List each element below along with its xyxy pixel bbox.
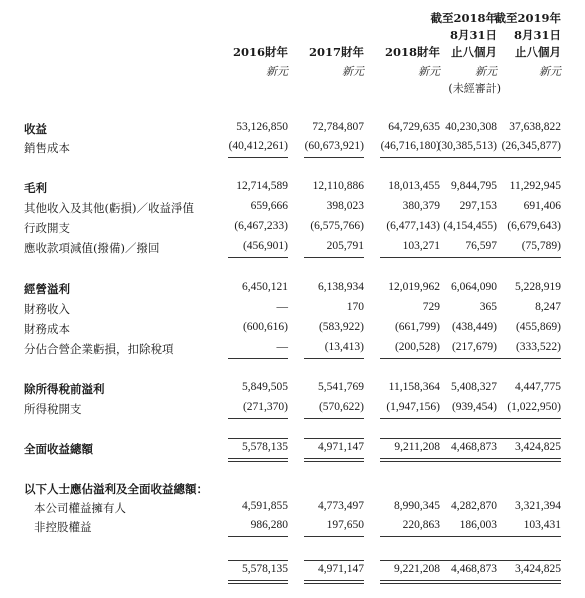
table-row [0,481,585,497]
column-header-line: 2017財年 [308,45,364,59]
value-cell: 18,013,455 [388,180,440,192]
value-cell: 5,578,135 [242,441,288,453]
value-cell: 729 [422,301,440,313]
column-header-line: 截至2018年 [430,11,497,25]
value-cell: 986,280 [250,519,288,531]
row-label: 全面收益總額 [24,442,93,456]
value-cell: 5,578,135 [242,563,288,575]
value-cell: (46,716,180) [380,140,440,152]
column-header-line: 2018財年 [384,45,440,59]
value-cell: (60,673,921) [304,140,364,152]
value-cell: (583,922) [318,321,364,333]
value-cell: 12,019,962 [388,281,440,293]
value-cell: 103,431 [523,519,561,531]
table-row [0,563,585,579]
value-cell: 3,321,394 [515,500,561,512]
row-label: 所得稅開支 [24,402,82,416]
value-cell: 220,863 [402,519,440,531]
row-label: 經營溢利 [24,282,70,296]
table-row [0,121,585,137]
column-rule-double [304,461,364,462]
column-rule-double [485,583,561,584]
value-cell: 398,023 [326,200,364,212]
column-header-line: 止八個月 [515,45,561,59]
value-cell: 4,468,873 [451,441,497,453]
value-cell: (570,622) [318,401,364,413]
row-label: 財務收入 [24,302,70,316]
column-rule-top [304,560,364,561]
value-cell: 53,126,850 [236,121,288,133]
value-cell: (333,522) [515,341,561,353]
value-cell: 4,447,775 [515,381,561,393]
value-cell: 4,773,497 [318,500,364,512]
value-cell: (200,528) [394,341,440,353]
value-cell: 9,211,208 [394,441,440,453]
row-label: 銷售成本 [24,141,70,155]
row-label: 行政開支 [24,221,70,235]
unaudited-note: (未經審計) [448,82,501,95]
row-label: 收益 [24,122,47,136]
table-row [0,341,585,357]
value-cell: 205,791 [326,240,364,252]
value-cell: 186,003 [459,519,497,531]
column-rule [304,580,364,581]
value-cell: 6,138,934 [318,281,364,293]
value-cell: (455,869) [515,321,561,333]
value-cell: (939,454) [451,401,497,413]
column-rule [228,458,288,459]
value-cell: (26,345,877) [501,140,561,152]
value-cell: (40,412,261) [228,140,288,152]
value-cell: 9,221,208 [394,563,440,575]
table-row [0,500,585,516]
row-label: 毛利 [24,181,47,195]
table-row [0,401,585,417]
column-rule [304,257,364,258]
column-header-line: 8月31日 [449,28,497,42]
value-cell: (600,616) [242,321,288,333]
value-cell: 40,230,308 [445,121,497,133]
value-cell: (217,679) [451,341,497,353]
row-label: 其他收入及其他(虧損)／收益淨值 [24,201,194,215]
value-cell: (6,467,233) [234,220,288,232]
column-header-line: 截至2019年 [494,11,561,25]
row-label: 分佔合營企業虧損，扣除稅項 [24,342,174,356]
value-cell: (456,901) [242,240,288,252]
column-rule [485,458,561,459]
table-row [0,200,585,216]
column-rule-top [485,560,561,561]
value-cell: (30,385,513) [437,140,497,152]
value-cell: 380,379 [402,200,440,212]
value-cell: (1,947,156) [386,401,440,413]
column-rule [304,458,364,459]
column-rule [485,358,561,359]
row-label: 以下人士應佔溢利及全面收益總額： [24,482,208,496]
table-row [0,441,585,457]
value-cell: (13,413) [324,341,364,353]
row-label: 財務成本 [24,322,70,336]
value-cell: 4,468,873 [451,563,497,575]
column-rule-top [485,438,561,439]
column-rule [485,536,561,537]
column-rule [485,157,561,158]
value-cell: 5,849,505 [242,381,288,393]
currency-unit-label: 新元 [342,65,364,78]
column-rule [228,257,288,258]
value-cell: 197,650 [326,519,364,531]
value-cell: 170 [346,301,364,313]
value-cell: 4,971,147 [318,563,364,575]
column-rule-double [228,461,288,462]
column-rule [485,257,561,258]
value-cell: 5,541,769 [318,381,364,393]
currency-unit-label: 新元 [418,65,440,78]
value-cell: 4,591,855 [242,500,288,512]
table-row [0,381,585,397]
row-label: 應收款項減值(撥備)／撥回 [24,241,160,255]
row-label: 本公司權益擁有人 [34,501,126,515]
value-cell: (6,575,766) [310,220,364,232]
column-rule [304,358,364,359]
column-header-line: 8月31日 [513,28,561,42]
value-cell: (661,799) [394,321,440,333]
value-cell: (271,370) [242,401,288,413]
value-cell: 64,729,635 [388,121,440,133]
column-rule [304,157,364,158]
currency-unit-label: 新元 [539,65,561,78]
table-row [0,140,585,156]
value-cell: 9,844,795 [451,180,497,192]
value-cell: 365 [479,301,497,313]
table-row [0,240,585,256]
value-cell: — [276,301,288,313]
table-row [0,321,585,337]
value-cell: (4,154,455) [443,220,497,232]
value-cell: 4,971,147 [318,441,364,453]
value-cell: — [276,341,288,353]
column-rule [485,418,561,419]
value-cell: 72,784,807 [312,121,364,133]
value-cell: 3,424,825 [515,441,561,453]
value-cell: (6,679,643) [507,220,561,232]
column-header-line: 2016財年 [232,45,288,59]
value-cell: 8,247 [535,301,561,313]
row-label: 除所得稅前溢利 [24,382,105,396]
value-cell: 4,282,870 [451,500,497,512]
column-rule-double [304,583,364,584]
column-header-line: 止八個月 [451,45,497,59]
column-rule-double [228,583,288,584]
value-cell: 297,153 [459,200,497,212]
column-rule [228,157,288,158]
column-rule [228,580,288,581]
column-rule-top [304,438,364,439]
row-label: 非控股權益 [34,520,92,534]
value-cell: 691,406 [523,200,561,212]
column-rule [304,418,364,419]
column-rule-top [228,438,288,439]
column-rule [228,536,288,537]
value-cell: 76,597 [465,240,497,252]
column-rule [485,580,561,581]
column-rule-top [228,560,288,561]
value-cell: 659,666 [250,200,288,212]
currency-unit-label: 新元 [266,65,288,78]
value-cell: (75,789) [521,240,561,252]
table-row [0,519,585,535]
value-cell: (438,449) [451,321,497,333]
value-cell: 6,064,090 [451,281,497,293]
value-cell: 12,714,589 [236,180,288,192]
column-rule [228,418,288,419]
column-rule-double [485,461,561,462]
currency-unit-label: 新元 [475,65,497,78]
value-cell: 103,271 [402,240,440,252]
value-cell: 12,110,886 [312,180,364,192]
value-cell: 11,158,364 [388,381,440,393]
value-cell: (6,477,143) [386,220,440,232]
table-row [0,281,585,297]
column-rule [228,358,288,359]
value-cell: 11,292,945 [509,180,561,192]
value-cell: (1,022,950) [507,401,561,413]
value-cell: 5,408,327 [451,381,497,393]
table-row [0,180,585,196]
value-cell: 6,450,121 [242,281,288,293]
value-cell: 37,638,822 [509,121,561,133]
value-cell: 5,228,919 [515,281,561,293]
value-cell: 8,990,345 [394,500,440,512]
table-row [0,220,585,236]
value-cell: 3,424,825 [515,563,561,575]
column-rule [304,536,364,537]
table-row [0,301,585,317]
